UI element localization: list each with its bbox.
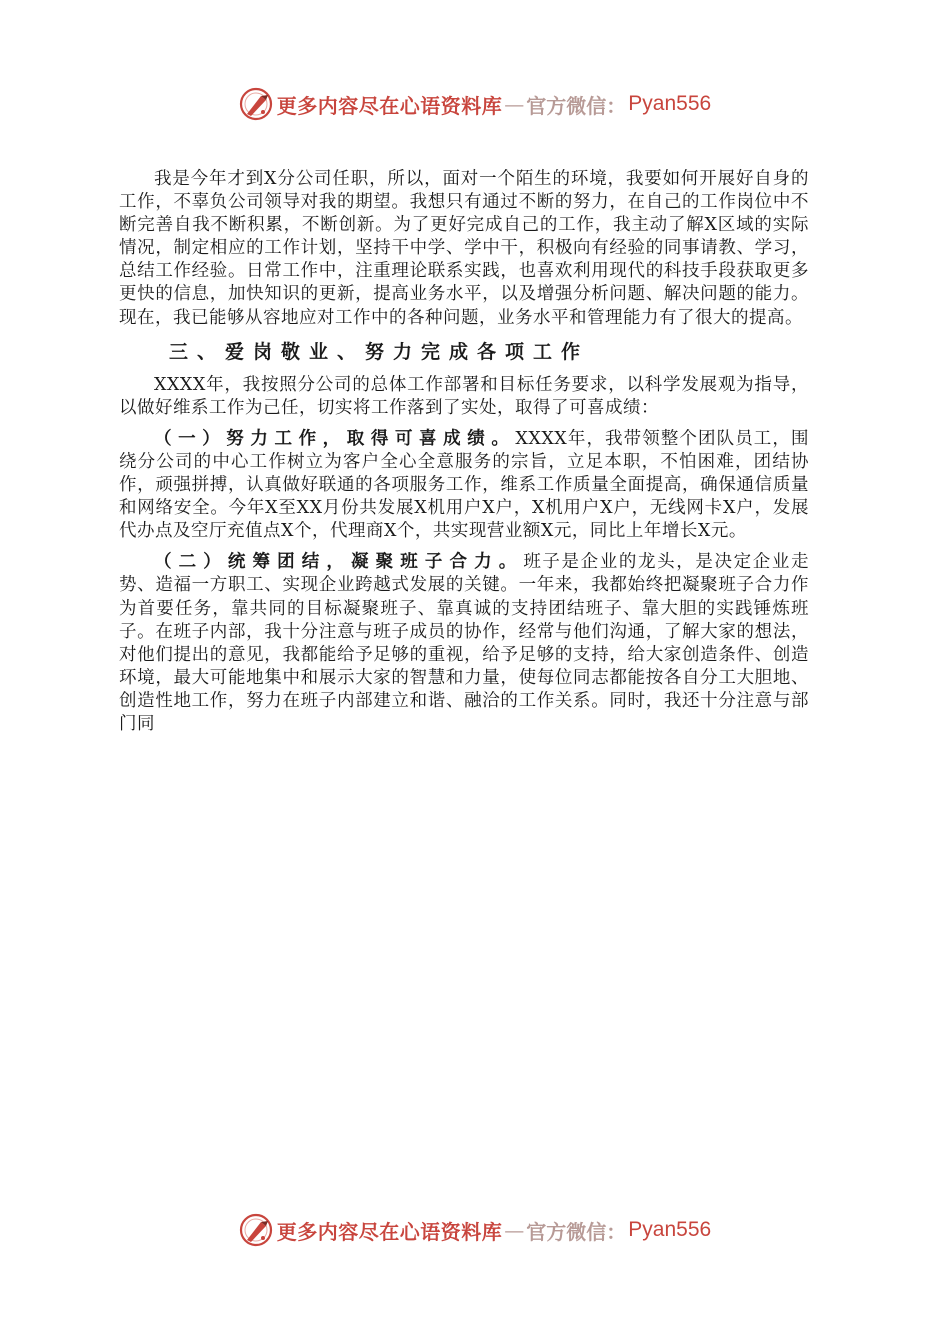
watermark-separator: — (504, 1218, 525, 1242)
document-body (119, 168, 809, 736)
watermark-label: 官方微信： (526, 1219, 627, 1244)
watermark-id: Pyan556 (628, 92, 712, 115)
subsection-2-title: （二）统筹团结，凝聚班子合力。 (154, 552, 524, 573)
watermark-separator: — (504, 92, 525, 116)
pen-logo-icon (239, 87, 273, 121)
footer-watermark (0, 1210, 950, 1250)
pen-logo-icon (239, 1213, 273, 1247)
subsection-1 (119, 428, 809, 543)
subsection-1-title: （一）努力工作，取得可喜成绩。 (154, 428, 516, 449)
subsection-2-text: 班子是企业的龙头，是决定企业走势、造福一方职工、实现企业跨越式发展的关键。一年来，我都始终把凝聚班子合力作为首要任务，靠共同的目标凝聚班子、靠真诚的支持团结班子、靠大胆的实践锤炼班子。在班子内部，我十分注意与班子成员的协作，经常与他们沟通，了解大家的想法，对他们提出的意见，我都能给予足够的重视，给予足够的支持，给大家创造条件、创造环境，最大可能地集中和展示大家的智慧和力量，使每位同志都能按各自分工大胆地、创造性地工作，努力在班子内部建立和谐、融洽的工作关系。同时，我还十分注意与部门同 (119, 552, 810, 734)
watermark-label: 官方微信： (526, 93, 627, 118)
paragraph-2: XXXX年，我按照分公司的总体工作部署和目标任务要求，以科学发展观为指导，以做好维系工作为己任，切实将工作落到了实处，取得了可喜成绩： (119, 374, 809, 418)
section-heading-3: 三、爱岗敬业、努力完成各项工作 (169, 340, 590, 363)
header-watermark (0, 84, 950, 124)
watermark-text: 更多内容尽在心语资料库 (276, 1219, 503, 1244)
subsection-2 (119, 551, 809, 736)
paragraph-1: 我是今年才到X分公司任职，所以，面对一个陌生的环境，我要如何开展好自身的工作，不辜负公司领导对我的期望。我想只有通过不断的努力，在自己的工作岗位中不断完善自我不断积累，不断创新。为了更好完成自己的工作，我主动了解X区域的实际情况，制定相应的工作计划，坚持干中学、学中干，积极向有经验的同事请教、学习，总结工作经验。日常工作中，注重理论联系实践，也喜欢利用现代的科技手段获取更多更快的信息，加快知识的更新，提高业务水平，以及增强分析问题、解决问题的能力。现在，我已能够从容地应对工作中的各种问题，业务水平和管理能力有了很大的提高。 (119, 169, 809, 328)
subsection-1-text: XXXX年，我带领整个团队员工，围绕分公司的中心工作树立为客户全心全意服务的宗旨，立足本职，不怕困难，团结协作，顽强拼搏，认真做好联通的各项服务工作，维系工作质量全面提高，确保通信质量和网络安全。今年X至XX月份共发展X机用户X户，X机用户X户，无线网卡X户，发展代办点及空厅充值点X个，代理商X个，共实现营业额X元，同比上年增长X元。 (119, 428, 809, 542)
watermark-text: 更多内容尽在心语资料库 (276, 93, 503, 118)
watermark-id: Pyan556 (628, 1218, 712, 1241)
